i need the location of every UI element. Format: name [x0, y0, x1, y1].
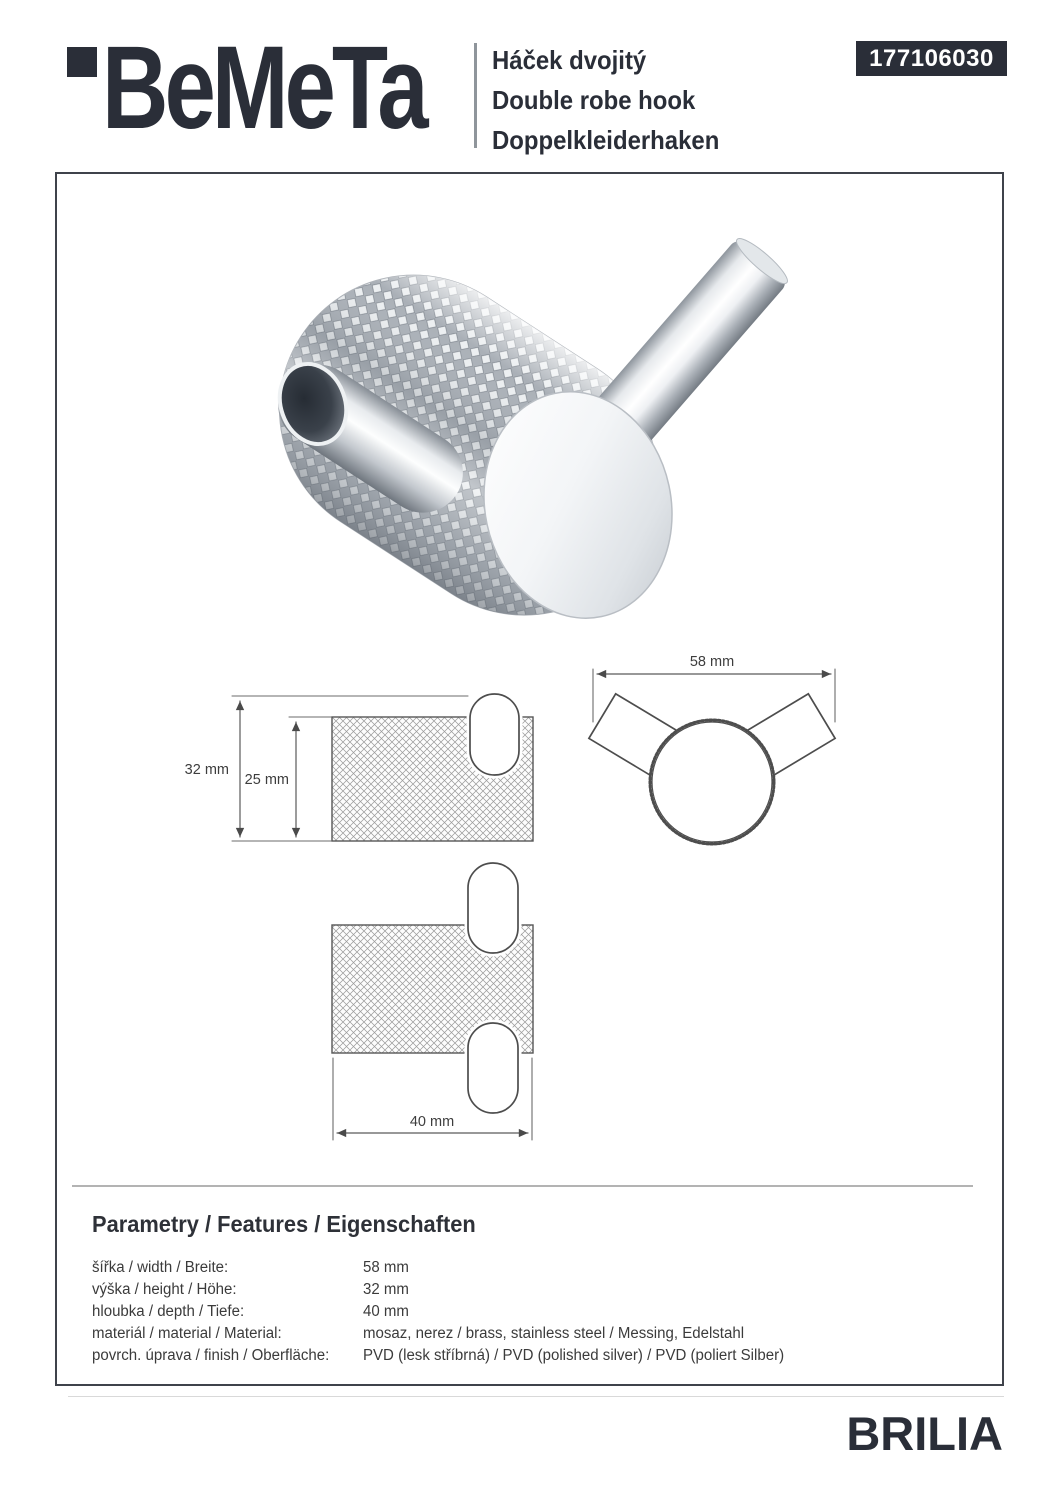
dimension-label-body-height: 25 mm [244, 772, 289, 788]
brand-logo: BRILIA [846, 1407, 1003, 1460]
param-label-width: šířka / width / Breite: [92, 1259, 229, 1276]
params-divider [72, 1185, 973, 1187]
dimension-label-height: 32 mm [184, 762, 229, 778]
product-code: 177106030 [869, 44, 994, 72]
param-label-material: materiál / material / Material: [92, 1325, 282, 1342]
front-view-drawing [332, 863, 533, 1140]
product-title-cs: Háček dvojitý [492, 45, 647, 75]
top-view-drawing [589, 654, 835, 845]
bemeta-logo: BeMeTa [102, 22, 425, 154]
side-view-drawing [185, 694, 533, 841]
param-value-material: mosaz, nerez / brass, stainless steel / Messing, Edelstahl [363, 1325, 745, 1342]
dimension-label-depth: 40 mm [409, 1114, 455, 1130]
param-label-finish: povrch. úprava / finish / Oberfläche: [92, 1347, 330, 1364]
product-photo [228, 224, 793, 667]
product-title-de: Doppelkleiderhaken [492, 125, 720, 155]
param-value-width: 58 mm [363, 1259, 409, 1276]
param-value-finish: PVD (lesk stříbrná) / PVD (polished silver) / PVD (poliert Silber) [363, 1347, 785, 1364]
dimension-label-width: 58 mm [689, 654, 735, 670]
param-value-height: 32 mm [363, 1281, 409, 1298]
footer-divider [68, 1396, 1004, 1397]
param-label-height: výška / height / Höhe: [92, 1281, 237, 1298]
params-heading: Parametry / Features / Eigenschaften [92, 1211, 476, 1237]
param-value-depth: 40 mm [363, 1303, 409, 1320]
product-title-en: Double robe hook [492, 85, 696, 115]
param-label-depth: hloubka / depth / Tiefe: [92, 1303, 245, 1320]
